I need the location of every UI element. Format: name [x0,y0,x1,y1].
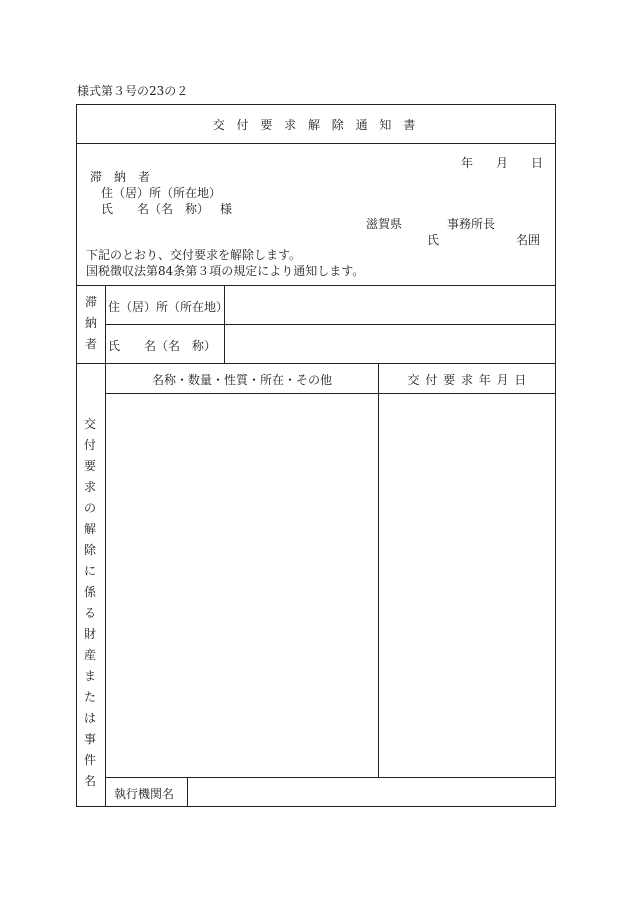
date-month-label: 月 [496,156,509,170]
taxpayer-name-field[interactable] [226,326,554,362]
divider [76,143,556,144]
divider [187,777,188,807]
execution-agency-label: 執行機関名 [114,787,175,801]
date-day-label: 日 [531,156,544,170]
execution-agency-field[interactable] [189,779,554,805]
issuer-seal-label: 名囲 [516,233,541,247]
request-date-field[interactable] [380,395,554,775]
taxpayer-side-label: 滞 納 者 [84,295,97,351]
addressee-heading: 滞 納 者 [90,170,151,184]
property-side-label: 交 付 要 求 の 解 除 に 係 る 財 産 ま た は 事 件 名 [83,417,96,788]
divider [105,324,556,325]
document-title: 交 付 要 求 解 除 通 知 書 [212,118,420,132]
issuer-prefecture: 滋賀県 [366,217,403,231]
body-line-2: 国税徴収法第84条第３項の規定により通知します。 [86,264,365,278]
property-col2-header: 交 付 要 求 年 月 日 [407,373,528,387]
addressee-name-label: 氏 名（名 称） [101,202,210,216]
divider [105,393,556,394]
addressee-honorific: 様 [220,202,233,216]
form-number: 様式第３号の23の２ [77,84,189,98]
divider [76,285,556,286]
divider [105,363,106,807]
divider [76,363,556,364]
issuer-name-label: 氏 [427,233,440,247]
taxpayer-name-label: 氏 名（名 称） [108,339,217,353]
divider [105,777,556,778]
taxpayer-address-label: 住（居）所（所在地） [108,300,229,314]
divider [378,363,379,777]
property-description-field[interactable] [107,395,376,775]
addressee-address-label: 住（居）所（所在地） [101,186,222,200]
body-line-1: 下記のとおり、交付要求を解除します。 [86,248,302,262]
issuer-office-title: 事務所長 [447,217,496,231]
date-year-label: 年 [461,156,474,170]
property-col1-header: 名称・数量・性質・所在・その他 [151,373,332,387]
taxpayer-address-field[interactable] [226,287,554,323]
